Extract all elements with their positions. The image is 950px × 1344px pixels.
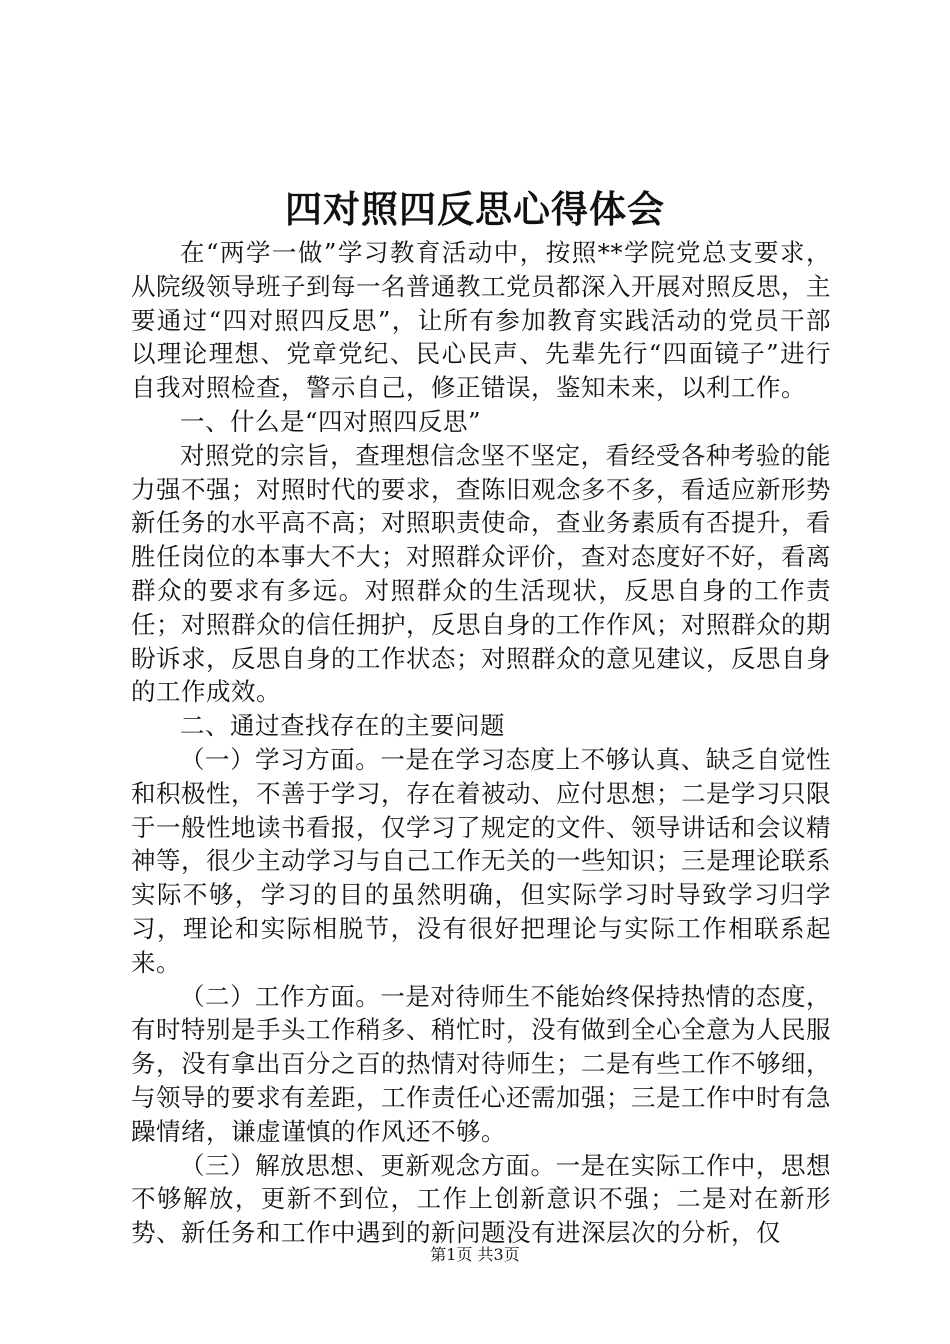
document-body [131,236,831,1250]
section-heading-2: 二、通过查找存在的主要问题 [180,711,505,741]
paragraph-work: （二）工作方面。一是对待师生不能始终保持热情的态度，有时特别是手头工作稍多、稍忙时，没有做到全心全意为人民服务，没有拿出百分之百的热情对待师生；二是有些工作不够细，与领导的要求有差距，工作责任心还需加强；三是工作中时有急躁情绪，谦虚谨慎的作风还不够。 [131,981,831,1146]
paragraph-study: （一）学习方面。一是在学习态度上不够认真、缺乏自觉性和积极性，不善于学习，存在着被动、应付思想；二是学习只限于一般性地读书看报，仅学习了规定的文件、领导讲话和会议精神等，很少主动学习与自己工作无关的一些知识；三是理论联系实际不够，学习的目的虽然明确，但实际学习时导致学习归学习，理论和实际相脱节，没有很好把理论与实际工作相联系起来。 [131,744,831,977]
document-title: 四对照四反思心得体会 [285,187,665,231]
section-heading-1: 一、什么是“四对照四反思” [180,406,482,436]
paragraph-definition: 对照党的宗旨，查理想信念坚不坚定，看经受各种考验的能力强不强；对照时代的要求，查陈旧观念多不多，看适应新形势新任务的水平高不高；对照职责使命，查业务素质有否提升，看胜任岗位的本事大不大；对照群众评价，查对态度好不好，看离群众的要求有多远。对照群众的生活现状，反思自身的工作责任；对照群众的信任拥护，反思自身的工作作风；对照群众的期盼诉求，反思自身的工作状态；对照群众的意见建议，反思自身的工作成效。 [131,440,831,707]
paragraph-intro: 在“两学一做”学习教育活动中，按照**学院党总支要求，从院级领导班子到每一名普通教工党员都深入开展对照反思，主要通过“四对照四反思”，让所有参加教育实践活动的党员干部以理论理想、党章党纪、民心民声、先辈先行“四面镜子”进行自我对照检查，警示自己，修正错误，鉴知未来，以利工作。 [131,238,831,403]
page-footer: 第1页 共3页 [430,1245,520,1264]
paragraph-thinking: （三）解放思想、更新观念方面。一是在实际工作中，思想不够解放，更新不到位，工作上创新意识不强；二是对在新形势、新任务和工作中遇到的新问题没有进深层次的分析，仅 [131,1150,831,1248]
